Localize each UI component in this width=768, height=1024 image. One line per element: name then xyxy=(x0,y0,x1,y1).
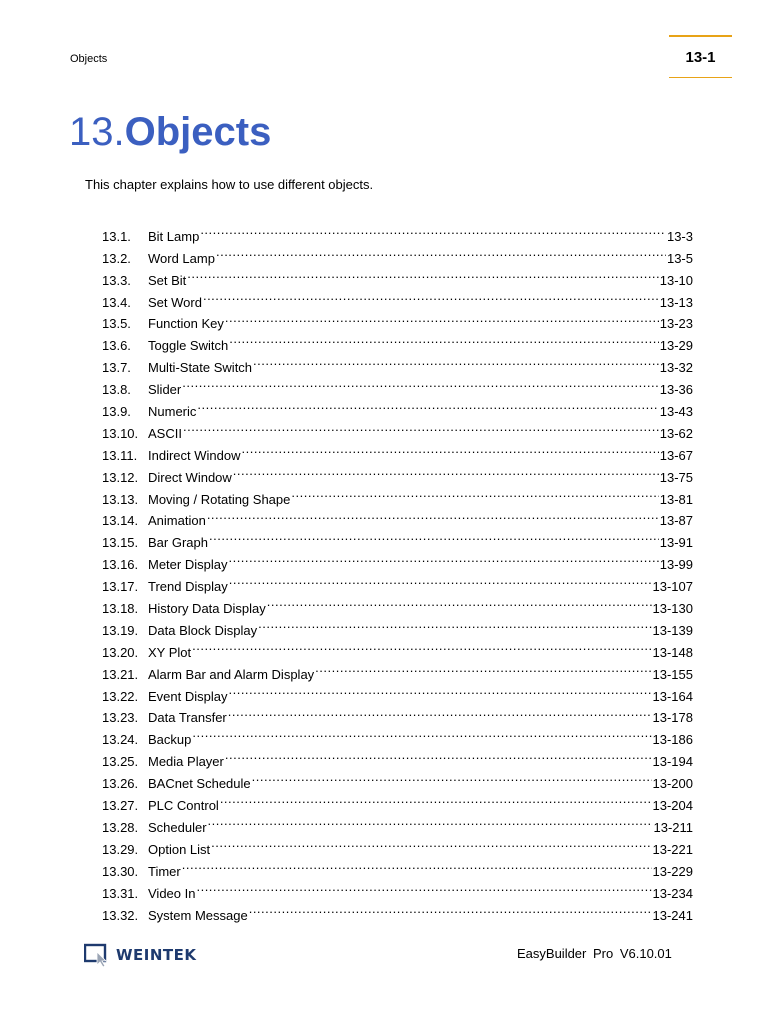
toc-entry-label: Set Bit xyxy=(148,272,187,288)
toc-dot-leader xyxy=(228,701,652,723)
toc-entry-number: 13.25. xyxy=(102,754,139,770)
toc-entry-number: 13.1. xyxy=(102,228,131,244)
toc-entry-page: 13-178 xyxy=(652,710,693,726)
toc-entry-label: Word Lamp xyxy=(148,250,215,266)
toc-dot-leader xyxy=(267,591,652,613)
toc-entry-page: 13-155 xyxy=(652,666,693,682)
toc-entry-number: 13.29. xyxy=(102,841,139,857)
toc-entry-label: System Message xyxy=(148,907,248,923)
toc-entry-page: 13-139 xyxy=(652,622,693,638)
chapter-intro: This chapter explains how to use different objects. xyxy=(85,177,374,192)
toc-entry-number: 13.20. xyxy=(102,644,139,660)
toc-entry-label: XY Plot xyxy=(148,644,192,660)
toc-entry-number: 13.22. xyxy=(102,688,139,704)
toc-dot-leader xyxy=(197,394,658,416)
toc-entry-page: 13-211 xyxy=(653,819,693,835)
toc-entry[interactable] xyxy=(102,263,693,288)
toc-entry[interactable] xyxy=(102,416,693,441)
toc-dot-leader xyxy=(291,482,658,504)
toc-dot-leader xyxy=(225,744,652,766)
toc-entry-page: 13-5 xyxy=(666,250,693,266)
toc-entry-label: Video In xyxy=(148,885,196,901)
toc-entry-page: 13-194 xyxy=(652,754,693,770)
toc-entry-number: 13.21. xyxy=(102,666,139,682)
toc-entry-label: Toggle Switch xyxy=(148,338,229,354)
toc-dot-leader xyxy=(182,854,652,876)
chapter-number: 13. xyxy=(69,110,125,154)
toc-entry-number: 13.7. xyxy=(102,360,131,376)
toc-dot-leader xyxy=(225,307,659,329)
weintek-logo-icon xyxy=(84,943,114,967)
toc-entry-page: 13-221 xyxy=(652,841,693,857)
toc-entry-label: Timer xyxy=(148,863,181,879)
toc-entry-number: 13.16. xyxy=(102,557,139,573)
toc-entry-label: Alarm Bar and Alarm Display xyxy=(148,666,315,682)
toc-entry-number: 13.19. xyxy=(102,622,139,638)
toc-entry-page: 13-36 xyxy=(659,382,693,398)
toc-dot-leader xyxy=(192,635,651,657)
toc-entry-number: 13.24. xyxy=(102,732,139,748)
toc-entry-number: 13.12. xyxy=(102,469,139,485)
toc-entry-page: 13-29 xyxy=(659,338,693,354)
toc-entry[interactable] xyxy=(102,438,693,463)
toc-entry-page: 13-81 xyxy=(659,491,693,507)
toc-entry-label: BACnet Schedule xyxy=(148,776,251,792)
toc-entry-page: 13-148 xyxy=(652,644,693,660)
toc-entry-number: 13.31. xyxy=(102,885,139,901)
toc-dot-leader xyxy=(196,876,651,898)
toc-dot-leader xyxy=(315,657,651,679)
toc-dot-leader xyxy=(228,679,651,701)
toc-entry-page: 13-200 xyxy=(652,776,693,792)
toc-dot-leader xyxy=(228,547,658,569)
toc-entry-number: 13.18. xyxy=(102,601,139,617)
toc-entry-number: 13.17. xyxy=(102,579,139,595)
toc-entry[interactable] xyxy=(102,394,693,420)
toc-entry-page: 13-164 xyxy=(652,688,693,704)
toc-dot-leader xyxy=(253,350,659,372)
toc-entry-label: Trend Display xyxy=(148,579,228,595)
toc-entry-number: 13.27. xyxy=(102,798,139,814)
toc-entry[interactable] xyxy=(102,876,693,901)
toc-entry-label: Option List xyxy=(148,841,211,857)
toc-dot-leader xyxy=(187,263,658,285)
chapter-title xyxy=(69,108,271,156)
toc-entry-number: 13.26. xyxy=(102,776,139,792)
toc-entry-page: 13-10 xyxy=(659,272,693,288)
toc-entry-page: 13-99 xyxy=(659,557,693,573)
toc-entry-page: 13-91 xyxy=(659,535,693,551)
toc-entry-page: 13-3 xyxy=(666,228,693,244)
toc-dot-leader xyxy=(229,328,659,350)
toc-entry-page: 13-13 xyxy=(659,294,693,310)
toc-entry[interactable] xyxy=(102,285,693,310)
toc-dot-leader xyxy=(192,722,651,744)
toc-entry-label: Numeric xyxy=(148,404,197,420)
toc-entry-label: Moving / Rotating Shape xyxy=(148,491,291,507)
toc-entry-label: Direct Window xyxy=(148,469,232,485)
toc-dot-leader xyxy=(211,832,651,854)
toc-entry-number: 13.23. xyxy=(102,710,139,726)
toc-dot-leader xyxy=(216,241,666,263)
toc-entry-number: 13.9. xyxy=(102,404,131,420)
chapter-name: Objects xyxy=(124,110,272,154)
toc-entry[interactable] xyxy=(102,854,693,879)
toc-entry-number: 13.11. xyxy=(102,447,138,463)
toc-entry-number: 13.2. xyxy=(102,250,131,266)
toc-entry-page: 13-23 xyxy=(659,316,693,332)
page-number-box xyxy=(669,35,732,78)
footer-product-version: EasyBuilder Pro V6.10.01 xyxy=(517,946,672,961)
toc-entry-page: 13-107 xyxy=(652,579,693,595)
toc-entry-label: Bit Lamp xyxy=(148,228,200,244)
toc-entry-page: 13-67 xyxy=(659,447,693,463)
toc-dot-leader xyxy=(203,285,659,307)
toc-entry-label: Indirect Window xyxy=(148,447,241,463)
toc-dot-leader xyxy=(209,525,659,547)
toc-dot-leader xyxy=(200,219,666,241)
toc-entry-number: 13.30. xyxy=(102,863,139,879)
toc-entry-label: PLC Control xyxy=(148,798,219,814)
toc-dot-leader xyxy=(258,613,651,635)
toc-entry-label: ASCII xyxy=(148,425,182,441)
toc-entry-number: 13.5. xyxy=(102,316,131,332)
toc-entry-page: 13-32 xyxy=(659,360,693,376)
toc-entry-label: History Data Display xyxy=(148,601,266,617)
toc-entry-page: 13-229 xyxy=(652,863,693,879)
toc-entry-label: Meter Display xyxy=(148,557,228,573)
toc-entry-label: Data Transfer xyxy=(148,710,227,726)
weintek-logo-text: WEINTEK xyxy=(116,946,197,964)
toc-entry-label: Event Display xyxy=(148,688,228,704)
toc-dot-leader xyxy=(183,416,659,438)
toc-dot-leader xyxy=(229,569,652,591)
toc-entry-label: Multi-State Switch xyxy=(148,360,253,376)
toc-entry-number: 13.28. xyxy=(102,819,139,835)
toc-entry-number: 13.6. xyxy=(102,338,131,354)
toc-dot-leader xyxy=(249,898,652,920)
toc-entry-label: Function Key xyxy=(148,316,224,332)
toc-entry-label: Bar Graph xyxy=(148,535,208,551)
toc-entry-number: 13.32. xyxy=(102,907,139,923)
toc-entry-label: Animation xyxy=(148,513,206,529)
toc-entry-label: Backup xyxy=(148,732,192,748)
toc-entry-number: 13.13. xyxy=(102,491,139,507)
table-of-contents xyxy=(102,219,693,923)
toc-dot-leader xyxy=(182,372,659,394)
toc-dot-leader xyxy=(241,438,658,460)
weintek-logo xyxy=(84,943,197,967)
running-header-section: Objects xyxy=(70,53,108,65)
toc-dot-leader xyxy=(208,810,653,832)
toc-entry-label: Set Word xyxy=(148,294,202,310)
toc-entry-page: 13-62 xyxy=(659,425,693,441)
toc-entry-number: 13.15. xyxy=(102,535,139,551)
toc-entry-page: 13-204 xyxy=(652,798,693,814)
toc-entry-label: Scheduler xyxy=(148,819,207,835)
toc-entry-page: 13-43 xyxy=(659,404,693,420)
toc-entry-page: 13-186 xyxy=(652,732,693,748)
toc-dot-leader xyxy=(207,504,659,526)
toc-entry-number: 13.10. xyxy=(102,425,139,441)
toc-entry[interactable] xyxy=(102,372,693,398)
toc-entry-number: 13.14. xyxy=(102,513,139,529)
toc-entry[interactable] xyxy=(102,219,693,244)
toc-dot-leader xyxy=(220,788,652,810)
toc-entry-page: 13-234 xyxy=(652,885,693,901)
toc-entry-number: 13.8. xyxy=(102,382,131,398)
toc-entry-label: Slider xyxy=(148,382,182,398)
toc-entry-label: Media Player xyxy=(148,754,224,770)
toc-entry-page: 13-130 xyxy=(652,601,693,617)
toc-dot-leader xyxy=(233,460,659,482)
toc-entry-number: 13.3. xyxy=(102,272,131,288)
toc-entry-page: 13-87 xyxy=(659,513,693,529)
toc-entry-number: 13.4. xyxy=(102,294,131,310)
toc-dot-leader xyxy=(252,766,652,788)
toc-entry-label: Data Block Display xyxy=(148,622,258,638)
page-number: 13-1 xyxy=(685,48,716,66)
toc-entry-page: 13-75 xyxy=(659,469,693,485)
toc-entry-page: 13-241 xyxy=(652,907,693,923)
